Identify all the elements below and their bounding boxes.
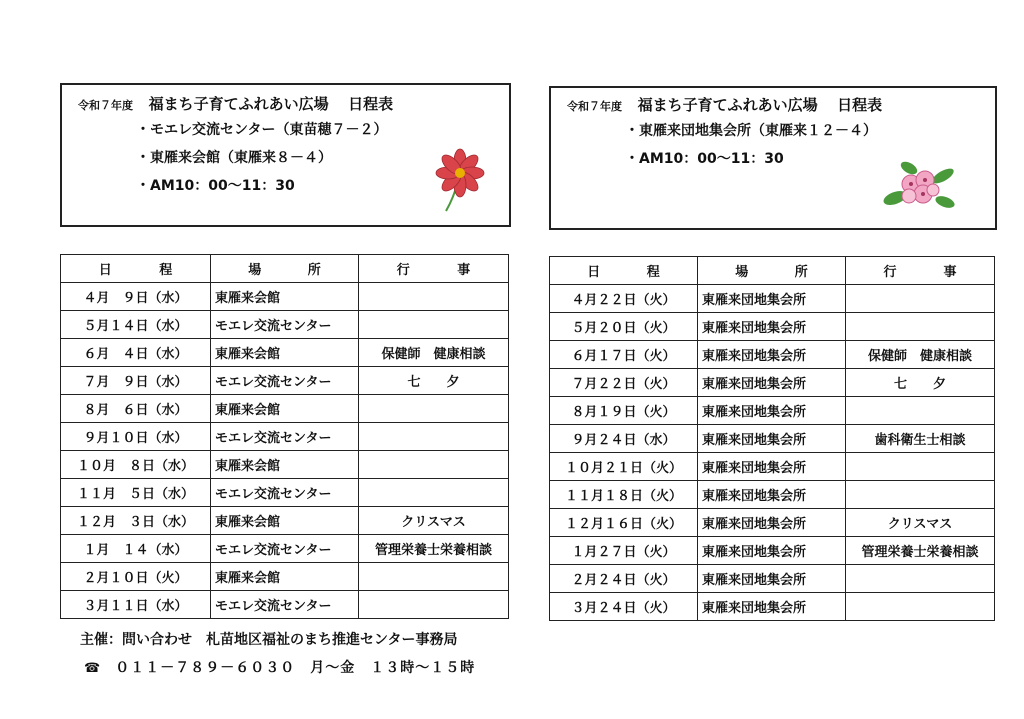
- place-cell: 東雁来団地集会所: [698, 285, 846, 313]
- right-era: 令和７年度: [567, 100, 622, 113]
- event-cell: [359, 423, 509, 451]
- date-cell: ９月１０日（水）: [61, 423, 211, 451]
- table-row: [550, 509, 995, 537]
- place-cell: 東雁来団地集会所: [698, 537, 846, 565]
- event-cell: [846, 481, 995, 509]
- flower-center: [455, 168, 465, 178]
- table-row: [550, 341, 995, 369]
- event-cell: [846, 453, 995, 481]
- header-place: 場 所: [698, 257, 846, 285]
- header-event: 行 事: [359, 255, 509, 283]
- place-cell: 東雁来団地集会所: [698, 397, 846, 425]
- place-cell: モエレ交流センター: [211, 591, 359, 619]
- date-cell: ７月 ９日（水）: [61, 367, 211, 395]
- date-cell: １１月１８日（火）: [550, 481, 698, 509]
- table-header-row: [550, 257, 995, 285]
- event-cell: クリスマス: [846, 509, 995, 537]
- date-cell: １月 １４（水）: [61, 535, 211, 563]
- table-row: [550, 425, 995, 453]
- table-row: [550, 537, 995, 565]
- event-cell: 管理栄養士栄養相談: [846, 537, 995, 565]
- right-title: 福まち子育てふれあい広場: [637, 96, 818, 114]
- place-cell: 東雁来会館: [211, 395, 359, 423]
- date-cell: ２月１０日（火）: [61, 563, 211, 591]
- header-date: 日 程: [550, 257, 698, 285]
- table-row: [61, 479, 509, 507]
- azalea-flower-icon: [883, 158, 957, 214]
- place-cell: モエレ交流センター: [211, 367, 359, 395]
- table-row: [61, 283, 509, 311]
- place-cell: モエレ交流センター: [211, 535, 359, 563]
- date-cell: ２月２４日（火）: [550, 565, 698, 593]
- date-cell: １０月 ８日（水）: [61, 451, 211, 479]
- date-cell: ８月１９日（火）: [550, 397, 698, 425]
- place-cell: 東雁来会館: [211, 283, 359, 311]
- right-schedule-table: [549, 256, 995, 621]
- event-cell: [846, 313, 995, 341]
- event-cell: 管理栄養士栄養相談: [359, 535, 509, 563]
- date-cell: １月２７日（火）: [550, 537, 698, 565]
- table-row: [61, 535, 509, 563]
- place-cell: モエレ交流センター: [211, 423, 359, 451]
- left-header-box: [60, 83, 511, 227]
- table-row: [61, 507, 509, 535]
- right-schedule-label: 日程表: [837, 96, 883, 114]
- organizer-line: 主催：問い合わせ 札苗地区福祉のまち推進センター事務局: [80, 632, 458, 648]
- table-row: [550, 565, 995, 593]
- table-row: [61, 591, 509, 619]
- date-cell: ４月２２日（火）: [550, 285, 698, 313]
- table-row: [550, 369, 995, 397]
- event-cell: 七 夕: [359, 367, 509, 395]
- event-cell: [846, 397, 995, 425]
- header-place: 場 所: [211, 255, 359, 283]
- left-title: 福まち子育てふれあい広場: [148, 95, 329, 113]
- table-row: [61, 311, 509, 339]
- cosmos-flower-icon: [428, 145, 492, 215]
- event-cell: [846, 285, 995, 313]
- date-cell: １１月 ５日（水）: [61, 479, 211, 507]
- date-cell: ３月２４日（火）: [550, 593, 698, 621]
- event-cell: [359, 451, 509, 479]
- table-header-row: [61, 255, 509, 283]
- place-cell: 東雁来団地集会所: [698, 313, 846, 341]
- place-cell: モエレ交流センター: [211, 479, 359, 507]
- date-cell: ６月１７日（火）: [550, 341, 698, 369]
- event-cell: [846, 593, 995, 621]
- place-cell: 東雁来団地集会所: [698, 369, 846, 397]
- left-venue-1: ・モエレ交流センター（東苗穂７－２）: [136, 122, 388, 138]
- event-cell: [359, 591, 509, 619]
- date-cell: ５月２０日（火）: [550, 313, 698, 341]
- date-cell: ７月２２日（火）: [550, 369, 698, 397]
- table-row: [61, 451, 509, 479]
- date-cell: １２月 ３日（水）: [61, 507, 211, 535]
- date-cell: ３月１１日（水）: [61, 591, 211, 619]
- place-cell: 東雁来会館: [211, 563, 359, 591]
- event-cell: 歯科衛生士相談: [846, 425, 995, 453]
- right-header-title-line: [567, 94, 882, 115]
- place-cell: 東雁来会館: [211, 451, 359, 479]
- phone-icon: ☎: [84, 661, 102, 676]
- left-time: ・AM10：00～11：30: [136, 178, 295, 194]
- left-era: 令和７年度: [78, 99, 133, 112]
- place-cell: 東雁来団地集会所: [698, 593, 846, 621]
- table-row: [550, 593, 995, 621]
- event-cell: [359, 283, 509, 311]
- place-cell: 東雁来団地集会所: [698, 453, 846, 481]
- date-cell: ４月 ９日（水）: [61, 283, 211, 311]
- place-cell: 東雁来会館: [211, 339, 359, 367]
- table-row: [550, 453, 995, 481]
- right-header-box: [549, 86, 997, 230]
- place-cell: 東雁来団地集会所: [698, 341, 846, 369]
- event-cell: [359, 563, 509, 591]
- right-venue: ・東雁来団地集会所（東雁来１２－４）: [625, 123, 877, 139]
- table-row: [61, 367, 509, 395]
- left-schedule-table: [60, 254, 509, 619]
- event-cell: [846, 565, 995, 593]
- event-cell: 保健師 健康相談: [846, 341, 995, 369]
- place-cell: 東雁来団地集会所: [698, 565, 846, 593]
- table-row: [550, 397, 995, 425]
- table-row: [61, 395, 509, 423]
- left-venue-2: ・東雁来会館（東雁来８－４）: [136, 150, 332, 166]
- header-date: 日 程: [61, 255, 211, 283]
- place-cell: 東雁来会館: [211, 507, 359, 535]
- date-cell: ６月 ４日（水）: [61, 339, 211, 367]
- date-cell: ５月１４日（水）: [61, 311, 211, 339]
- place-cell: モエレ交流センター: [211, 311, 359, 339]
- place-cell: 東雁来団地集会所: [698, 425, 846, 453]
- event-cell: [359, 479, 509, 507]
- table-row: [550, 481, 995, 509]
- date-cell: ８月 ６日（水）: [61, 395, 211, 423]
- right-time: ・AM10：00～11：30: [625, 151, 784, 167]
- phone-line: [84, 657, 475, 677]
- left-schedule-label: 日程表: [348, 95, 394, 113]
- phone-text: ０１１－７８９－６０３０ 月～金 １３時～１５時: [115, 660, 476, 676]
- date-cell: １２月１６日（火）: [550, 509, 698, 537]
- date-cell: ９月２４日（水）: [550, 425, 698, 453]
- place-cell: 東雁来団地集会所: [698, 481, 846, 509]
- table-row: [61, 423, 509, 451]
- event-cell: [359, 311, 509, 339]
- event-cell: [359, 395, 509, 423]
- table-row: [61, 563, 509, 591]
- place-cell: 東雁来団地集会所: [698, 509, 846, 537]
- left-header-title-line: [78, 93, 393, 114]
- table-row: [550, 313, 995, 341]
- header-event: 行 事: [846, 257, 995, 285]
- event-cell: 七 夕: [846, 369, 995, 397]
- event-cell: 保健師 健康相談: [359, 339, 509, 367]
- table-row: [61, 339, 509, 367]
- event-cell: クリスマス: [359, 507, 509, 535]
- date-cell: １０月２１日（火）: [550, 453, 698, 481]
- table-row: [550, 285, 995, 313]
